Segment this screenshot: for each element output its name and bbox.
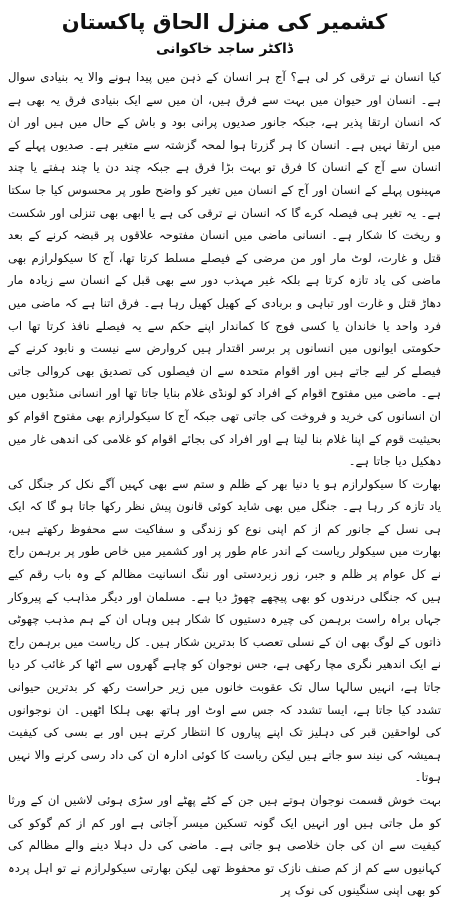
article-paragraph-2: بھارت کا سیکولرازم ہو یا دنیا بھر کے ظلم و ستم سے بھی کہیں آگے نکل کر جنگل کی یاد تازہ کر رہا ہے۔ جنگل میں بھی شاید کوئی قانون پیش نظر رکھا جاتا ہو گا کہ ایک ہی نسل کے جانور کم از کم اپنی نوع کو زندگی و سفاکیت سے محفوظ رکھتے ہیں، بھارت میں سیکولر ریاست کے اندر عام طور پر اور کشمیر میں خاص طور پر برہمن راج نے کل عوام پر ظلم و جبر، زور زبردستی اور ننگ انسانیت مظالم کے وہ باب رقم کیے ہیں کہ جنگلی درندوں کو بھی پیچھے چھوڑ دیا ہے۔ مسلمان اور دیگر مذاہب کے پیروکار جہاں براہ راست برہمن کی چیرہ دستیوں کا شکار ہیں وہاں ان کے ہم مذہب چھوٹی ذاتوں کے لوگ بھی ان کے نسلی تعصب کا بدترین شکار ہیں۔ کل ریاست میں برہمن راج نے ایک اندھیر نگری مچا رکھی ہے، جس نوجوان کو چاہے گھروں سے اٹھا کر غائب کر دیا جاتا ہے، انہیں سالہا سال تک عقوبت خانوں میں زیر حراست رکھ کر بدترین حیوانی تشدد کیا جاتا ہے، ایسا تشدد کہ جس سے اوٹ اور ہاتھ بھی ہلکا اٹھیں۔ ان نوجوانوں کی لواحقین قبر کی دہلیز تک اپنے پیاروں کا انتظار کرتے ہیں اور بے بسی کی کیفیت ہمیشہ کی نیند سو جاتے ہیں لیکن ریاست کا کوئی ادارہ ان کی داد رسی کرنے والا نہیں ہوتا۔ — [8, 476, 441, 785]
article-paragraph-1: کیا انسان نے ترقی کر لی ہے؟ آج ہر انسان کے ذہن میں پیدا ہونے والا یہ بنیادی سوال ہے۔ انسان اور حیوان میں بہت سے فرق ہیں، ان میں سے ایک بنیادی فرق یہ بھی ہے کہ انسان ارتقا پذیر ہے، جبکہ جانور صدیوں پرانی بود و باش کے حال میں ہیں اور ان میں ارتقا نہیں ہے۔ انسان کا ہر گزرتا ہوا لمحہ گزشتہ سے متغیر ہے۔ صدیوں پہلے کے انسان سے آج کے انسان کا فرق تو بہت بڑا فرق ہے جبکہ چند دن یا چند ہفتے یا چند مہینوں پہلے کے انسان اور آج کے انسان میں تغیر کو واضح طور پر محسوس کیا جا سکتا ہے۔ یہ تغیر ہی فیصلہ کرے گا کہ انسان نے ترقی کی ہے یا ابھی بھی تنزلی اور شکست و ریخت کا شکار ہے۔ انسانی ماضی میں انسان مفتوحہ علاقوں پر قبضہ کرنے کے بعد قتل و غارت، لوٹ مار اور من مرضی کے فیصلے مسلط کرتا تھا، آج کا سیکولرازم بھی ماضی کی یاد تازہ کرتا ہے بلکہ غیر مہذب دور سے بھی قبل کے انسان سے زیادہ مار دھاڑ قتل و غارت اور تباہی و بربادی کے کھیل کھیل رہا ہے۔ فرق اتنا ہے کہ ماضی میں فرد واحد یا خاندان یا کسی فوج کا کماندار اپنے حکم سے یہ فیصلے نافذ کرتا تھا اب حکومتی ایوانوں میں انسانوں پر برسر اقتدار ہیں کروارض سے نیست و نابود کرنے کے فیصلے کر لیے جاتے ہیں اور اقوام متحدہ سے ان فیصلوں کی تصدیق بھی کروالی جاتی ہے۔ ماضی میں مفتوح اقوام کے افراد کو لونڈی غلام بنایا جاتا تھا اور انسانی منڈیوں میں ان انسانوں کی خرید و فروخت کی جاتی تھی جبکہ آج کا سیکولرازم بھی مفتوح اقوام کو بحیثیت قوم کے اپنا غلام بنا لیتا ہے اور افراد کی بجائے اقوام کو غلامی کی اندھی غار میں دھکیل دیا جاتا ہے۔ — [8, 70, 441, 469]
article-body — [8, 66, 441, 902]
article-paragraph-3: بہت خوش قسمت نوجوان ہوتے ہیں جن کے کٹے پھٹے اور سڑی ہوئی لاشیں ان کے ورثا کو مل جاتی ہیں اور انہیں ایک گونہ تسکین میسر آجاتی ہے اور کم از کم گوکو کی کیفیت سے ان کی جان خلاصی ہو جاتی ہے۔ ماضی کی دل دہلا دینے والے مظالم کی کہانیوں سے کم از کم صنف نازک تو محفوظ تھی لیکن بھارتی سیکولرازم نے تو اہل پردہ کو بھی اپنی سنگینوں کی نوک پر — [8, 793, 441, 898]
article-title: کشمیر کی منزل الحاق پاکستان — [61, 10, 388, 34]
article-author: ڈاکٹر ساجد خاکوانی — [155, 41, 294, 57]
